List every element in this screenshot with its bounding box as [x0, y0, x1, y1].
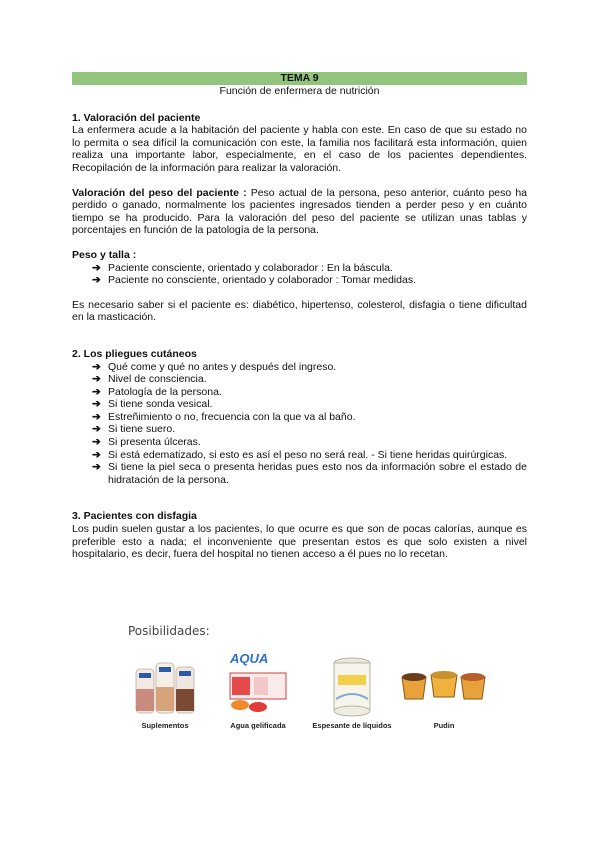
talla-list [72, 262, 527, 287]
product-caption: Pudin [433, 721, 455, 730]
arrow-icon: ➔ [92, 261, 101, 274]
peso-label: Valoración del peso del paciente : [72, 186, 247, 199]
list-item: ➔ Si tiene sonda vesical. [92, 398, 213, 411]
list-item: ➔ Nivel de consciencia. [92, 373, 207, 386]
arrow-icon: ➔ [92, 398, 101, 411]
talla-heading: Peso y talla : [72, 248, 137, 261]
product-suplementos [130, 655, 200, 733]
product-espesante [310, 655, 394, 733]
list-item: ➔ Si presenta úlceras. [92, 436, 201, 449]
product-agua-gelificada [218, 649, 298, 733]
product-caption: Espesante de líquidos [312, 721, 392, 730]
gel-water-image [218, 649, 298, 717]
section-1-peso-paragraph [72, 187, 527, 237]
section-2-heading: 2. Los pliegues cutáneos [72, 347, 197, 360]
document-page [72, 72, 527, 561]
section-1-closing: Es necesario saber si el paciente es: diabético, hipertenso, colesterol, disfagia o tiene dificultad en la masticación. [72, 298, 527, 324]
arrow-icon: ➔ [92, 373, 101, 386]
list-item: ➔ Si está edematizado, si esto es así el peso no será real. - Si tiene heridas quirúrgicas. [92, 448, 508, 461]
arrow-icon: ➔ [92, 448, 101, 461]
list-item: ➔ Patología de la persona. [92, 385, 222, 398]
section-1-heading: 1. Valoración del paciente [72, 111, 201, 124]
arrow-icon: ➔ [92, 360, 101, 373]
arrow-icon: ➔ [92, 423, 101, 436]
list-item: ➔ Paciente consciente, orientado y colaborador : En la báscula. [92, 261, 393, 274]
thickener-can-image [310, 655, 394, 717]
supplement-bottles-image [130, 655, 200, 717]
list-item: ➔ Paciente no consciente, orientado y colaborador : Tomar medidas. [92, 274, 416, 287]
list-item: ➔ Qué come y qué no antes y después del ingreso. [92, 360, 337, 373]
list-item: ➔ Si tiene la piel seca o presenta heridas pues esto nos da información sobre el estado de hidratación de la persona. [92, 461, 527, 486]
section-3-text: Los pudin suelen gustar a los pacientes, lo que ocurre es que son de pocas calorías, aunque es preferible esto a nada; el inconveniente que presentan estos es que solo existen a nivel hospitalario, es decir, fuera del hospital no tienen acceso a él pues no lo recetan. [72, 523, 527, 561]
list-item: ➔ Estreñimiento o no, frecuencia con la que va al baño. [92, 410, 356, 423]
page-title: TEMA 9 [72, 72, 527, 85]
arrow-icon: ➔ [92, 461, 101, 474]
product-pudin [398, 655, 490, 733]
section-3-heading: 3. Pacientes con disfagia [72, 510, 197, 523]
products-figure [128, 625, 488, 745]
pliegues-list [72, 361, 527, 487]
page-subtitle: Función de enfermera de nutrición [219, 85, 380, 97]
arrow-icon: ➔ [92, 385, 101, 398]
product-caption: Suplementos [141, 721, 189, 730]
peso-text: Peso actual de la persona, peso anterior, cuánto peso ha perdido o ganado, normalmente los pacientes ingresados tienden a perder peso y en cuánto tiempo se ha producido. Para la valoración del peso del paciente se utilizan unas tablas y porcentajes en función de la patología de la persona. [72, 186, 527, 237]
section-1-intro: La enfermera acude a la habitación del paciente y habla con este. En caso de que su estado no lo permita o sea difícil la comunicación con este, la familia nos facilitará esta información, quien realiza una importante labor, especialmente, en el caso de los pacientes dependientes. Recopilación de la información para realizar la valoración. [72, 124, 527, 174]
arrow-icon: ➔ [92, 274, 101, 287]
pudding-cups-image [398, 655, 490, 717]
arrow-icon: ➔ [92, 436, 101, 449]
brand-logo: AQUA [230, 651, 269, 666]
figure-title: Posibilidades: [128, 624, 210, 638]
list-item: ➔ Si tiene suero. [92, 423, 176, 436]
product-caption: Agua gelificada [230, 721, 286, 730]
arrow-icon: ➔ [92, 410, 101, 423]
